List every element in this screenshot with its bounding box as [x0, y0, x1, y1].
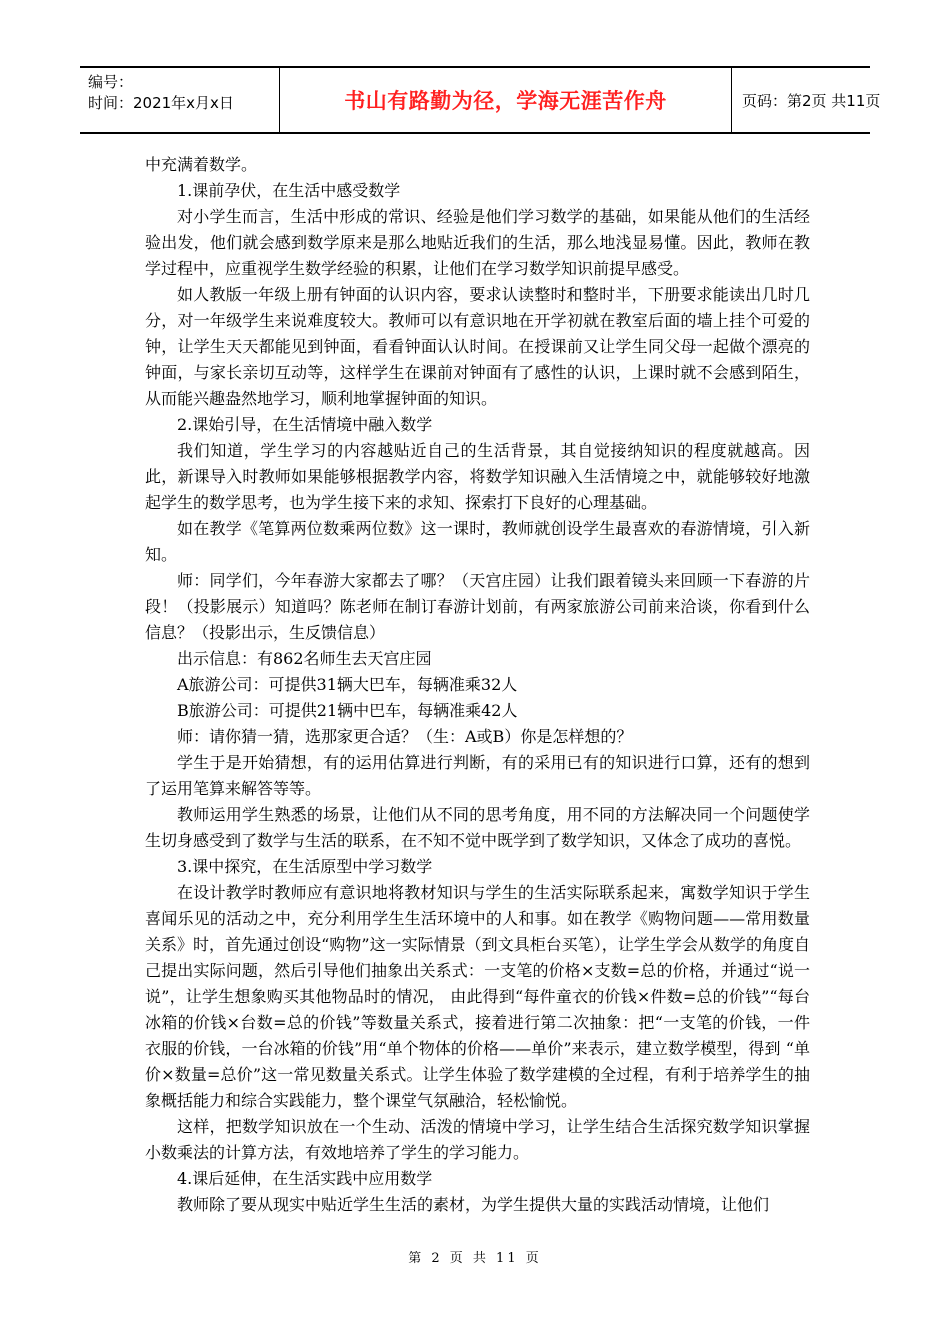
header-meta-cell	[80, 68, 280, 132]
paragraph: 我们知道，学生学习的内容越贴近自己的生活背景，其自觉接纳知识的程度就越高。因此，新课导入时教师如果能够根据教学内容，将数学知识融入生活情境之中，就能够较好地激起学生的数学思考，也为学生接下来的求知、探索打下良好的心理基础。	[145, 441, 810, 512]
paragraph: 中充满着数学。	[145, 155, 258, 174]
document-body	[145, 152, 810, 1218]
paragraph: 师：同学们，今年春游大家都去了哪？（天宫庄园）让我们跟着镜头来回顾一下春游的片段！（投影展示）知道吗？陈老师在制订春游计划前，有两家旅游公司前来洽谈，你看到什么信息？（投影出示，生反馈信息）	[145, 571, 810, 642]
header-page-cell	[732, 68, 881, 132]
paragraph: 在设计教学时教师应有意识地将教材知识与学生的生活实际联系起来，寓数学知识于学生喜闻乐见的活动之中，充分利用学生生活环境中的人和事。如在教学《购物问题——常用数量关系》时，首先通过创设“购物”这一实际情景（到文具柜台买笔），让学生学会从数学的角度自己提出实际问题，然后引导他们抽象出关系式：一支笔的价格×支数=总的价格，并通过“说一说”，让学生想象购买其他物品时的情况， 由此得到“每件童衣的价钱×件数=总的价钱”“每台冰箱的价钱×台数=总的价钱”等数量关系式，接着进行第二次抽象：把“一支笔的价钱，一件衣服的价钱，一台冰箱的价钱”用“单个物体的价格——单价”来表示，建立数学模型，得到 “单价×数量=总价”这一常见数量关系式。让学生体验了数学建模的全过程，有利于培养学生的抽象概括能力和综合实践能力，整个课堂气氛融洽，轻松愉悦。	[145, 883, 810, 1110]
paragraph: 教师除了要从现实中贴近学生生活的素材，为学生提供大量的实践活动情境，让他们	[177, 1195, 770, 1214]
paragraph: 如人教版一年级上册有钟面的认识内容，要求认读整时和整时半，下册要求能读出几时几分，对一年级学生来说难度较大。教师可以有意识地在开学初就在教室后面的墙上挂个可爱的钟，让学生天天都能见到钟面，看看钟面认认时间。在授课前又让学生同父母一起做个漂亮的钟面，与家长亲切互动等，这样学生在课前对钟面有了感性的认识，上课时就不会感到陌生，从而能兴趣盎然地学习，顺利地掌握钟面的知识。	[145, 285, 810, 408]
paragraph: 这样，把数学知识放在一个生动、活泼的情境中学习，让学生结合生活探究数学知识掌握小数乘法的计算方法，有效地培养了学生的学习能力。	[145, 1117, 810, 1162]
paragraph: 师：请你猜一猜，选那家更合适？（生：A或B）你是怎样想的？	[177, 727, 633, 746]
paragraph: 如在教学《笔算两位数乘两位数》这一课时，教师就创设学生最喜欢的春游情境，引入新知。	[145, 519, 810, 564]
page-footer: 第 2 页 共 11 页	[408, 1251, 542, 1266]
header-motto-cell	[280, 68, 732, 132]
paragraph: 学生于是开始猜想，有的运用估算进行判断，有的采用已有的知识进行口算，还有的想到了运用笔算来解答等等。	[145, 753, 810, 798]
header-page-label: 页码：第2页 共11页	[742, 91, 881, 110]
paragraph: 出示信息：有862名师生去天宫庄园	[177, 649, 432, 668]
paragraph: 教师运用学生熟悉的场景，让他们从不同的思考角度，用不同的方法解决同一个问题使学生切身感受到了数学与生活的联系，在不知不觉中既学到了数学知识，又体念了成功的喜悦。	[145, 805, 810, 850]
section-heading-3: 3.课中探究，在生活原型中学习数学	[177, 857, 433, 876]
paragraph: 对小学生而言，生活中形成的常识、经验是他们学习数学的基础，如果能从他们的生活经验出发，他们就会感到数学原来是那么地贴近我们的生活，那么地浅显易懂。因此，教师在教学过程中，应重视学生数学经验的积累，让他们在学习数学知识前提早感受。	[145, 207, 810, 278]
document-date-label: 时间：2021年x月x日	[88, 94, 234, 112]
paragraph: B旅游公司：可提供21辆中巴车，每辆准乘42人	[177, 701, 518, 720]
document-header	[80, 66, 881, 134]
document-number-label: 编号：	[88, 73, 134, 91]
paragraph: A旅游公司：可提供31辆大巴车，每辆准乘32人	[177, 675, 518, 694]
section-heading-1: 1.课前孕伏，在生活中感受数学	[177, 181, 401, 200]
section-heading-4: 4.课后延伸，在生活实践中应用数学	[177, 1169, 433, 1188]
header-motto: 书山有路勤为径，学海无涯苦作舟	[344, 89, 667, 113]
section-heading-2: 2.课始引导，在生活情境中融入数学	[177, 415, 433, 434]
